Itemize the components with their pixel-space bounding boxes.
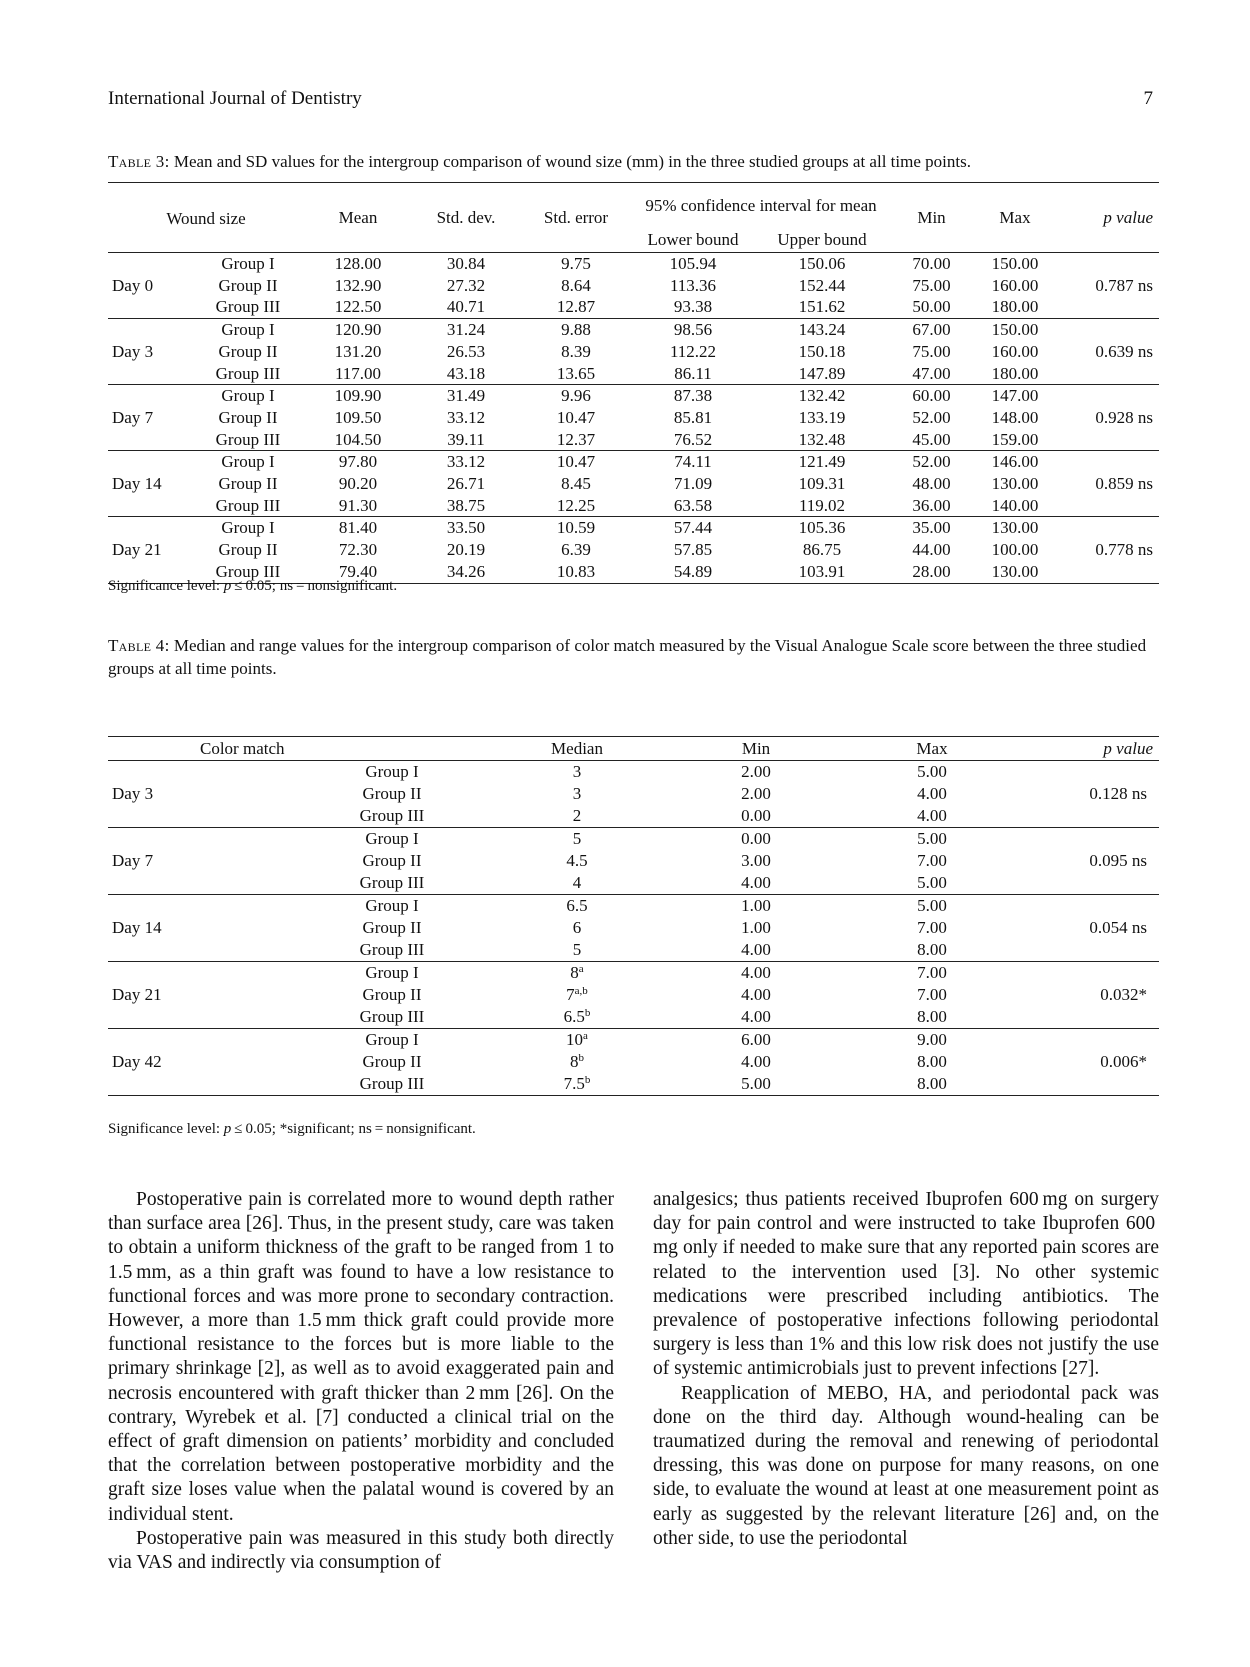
p-value: 0.054 ns [1089, 918, 1147, 937]
cell-max: 130.00 [991, 561, 1039, 581]
day-label: Day 14 [112, 918, 162, 937]
cell-lower: 57.44 [673, 518, 713, 538]
group-label: Group I [365, 963, 419, 982]
group-label: Group II [362, 784, 422, 803]
cell-min: 67.00 [912, 320, 951, 340]
group-label: Group III [215, 561, 281, 581]
group-label: Group III [215, 297, 281, 317]
cell-mean: 120.90 [334, 320, 382, 340]
cell-lower: 54.89 [673, 561, 713, 581]
cell-lower: 87.38 [673, 386, 713, 406]
cell-median [486, 1029, 668, 1052]
median-superscript: a,b [574, 985, 588, 997]
cell-min: 3.00 [741, 851, 771, 870]
group-label: Group II [362, 1052, 422, 1071]
cell-upper: 151.62 [798, 297, 846, 317]
table4-header-min: Min [741, 739, 771, 758]
cell-max: 150.00 [991, 320, 1039, 340]
cell-min: 4.00 [741, 963, 771, 982]
cell-min: 0.00 [741, 806, 771, 825]
table-row [108, 341, 1159, 363]
cell-se: 9.96 [561, 386, 591, 406]
cell-sd: 27.32 [446, 275, 486, 295]
group-label: Group I [365, 1030, 419, 1049]
table4-footnote: Significance level: p ≤ 0.05; *significant; ns = nonsignificant. [108, 1121, 476, 1137]
cell-max: 140.00 [991, 495, 1039, 515]
cell-median [486, 850, 668, 872]
cell-median [486, 872, 668, 895]
table4-header-rowhead: Color match [200, 739, 285, 758]
group-label: Group III [215, 495, 281, 515]
paragraph: Reapplication of MEBO, HA, and periodontal pack was done on the third day. Although wound-healing can be traumatized during the removal and renewing of periodontal dressing, this was done on purpose for many reasons, on one side, to evaluate the wound at least at one measurement point as early as suggested by the relevant literature [26] and, on the other side, to use the periodontal [653, 1382, 1159, 1549]
cell-median [486, 1051, 668, 1073]
group-label: Group III [359, 1007, 425, 1026]
cell-min: 0.00 [741, 829, 771, 848]
cell-min: 45.00 [912, 429, 951, 449]
cell-lower: 86.11 [674, 363, 712, 383]
cell-min: 36.00 [912, 495, 951, 515]
cell-min: 1.00 [741, 918, 771, 937]
table4-day-group [108, 828, 1159, 895]
cell-max: 5.00 [917, 762, 947, 781]
cell-upper: 143.24 [798, 320, 846, 340]
group-label: Group II [362, 985, 422, 1004]
table3-header-ci: 95% confidence interval for mean [645, 195, 877, 215]
cell-min: 60.00 [912, 386, 951, 406]
cell-min: 52.00 [912, 407, 951, 427]
cell-upper: 132.48 [798, 429, 846, 449]
median-superscript: b [584, 1007, 591, 1019]
p-value: 0.095 ns [1089, 851, 1147, 870]
table4-day-group [108, 962, 1159, 1029]
day-label: Day 14 [112, 474, 162, 494]
cell-se: 12.87 [556, 297, 596, 317]
median-value: 4.5 [566, 851, 588, 870]
group-label: Group III [359, 1074, 425, 1093]
cell-max: 150.00 [991, 254, 1039, 273]
day-label: Day 3 [112, 341, 154, 361]
median-superscript: a [578, 963, 584, 975]
cell-lower: 98.56 [673, 320, 713, 340]
table3-label: Table 3: [108, 152, 170, 171]
median-value: 3 [572, 784, 582, 803]
cell-se: 9.88 [561, 320, 591, 340]
cell-upper: 150.06 [798, 254, 846, 273]
table4-label: Table 4: [108, 636, 170, 655]
p-value: 0.787 ns [1095, 275, 1153, 295]
p-value: 0.006* [1100, 1052, 1147, 1071]
cell-min: 4.00 [741, 985, 771, 1004]
group-label: Group II [218, 407, 278, 427]
cell-se: 9.75 [561, 254, 591, 273]
median-value: 7 [566, 985, 575, 1004]
cell-median [486, 939, 668, 962]
cell-lower: 63.58 [673, 495, 713, 515]
page-number: 7 [1143, 88, 1153, 109]
table-row [108, 385, 1159, 407]
cell-max: 160.00 [991, 275, 1039, 295]
group-label: Group I [221, 254, 275, 273]
cell-max: 160.00 [991, 341, 1039, 361]
paragraph: Postoperative pain is correlated more to wound depth rather than surface area [26]. Thus, in the present study, care was taken to obtain a uniform thickness of the graft to be ranged from 1 to 1.5 mm, as a thin graft was found to have a low resistance to functional forces and was more prone to secondary contraction. However, a more than 1.5 mm thick graft could provide more functional resistance to the forces but is more liable to the primary shrinkage [2], as well as to avoid exaggerated pain and necrosis encountered with graft thicker than 2 mm [26]. On the contrary, Wyrebek et al. [7] conducted a clinical trial on the effect of graft dimension on patients’ morbidity and concluded that the correlation between postoperative morbidity and the graft size loses value when the palatal wound is covered by an individual stent. [108, 1189, 614, 1525]
cell-max: 8.00 [917, 1052, 947, 1071]
median-value: 8 [570, 1052, 579, 1071]
table4-day-group [108, 1029, 1159, 1096]
median-value: 6 [572, 918, 582, 937]
cell-max: 159.00 [991, 429, 1039, 449]
cell-mean: 117.00 [334, 363, 382, 383]
body-left-column [108, 1188, 614, 1575]
cell-upper: 133.19 [798, 407, 846, 427]
table3 [108, 182, 1159, 584]
day-label: Day 7 [112, 851, 154, 870]
cell-mean: 109.50 [334, 407, 382, 427]
median-value: 8 [570, 963, 579, 982]
table4-header-median: Median [551, 739, 603, 758]
table3-day-group [108, 319, 1159, 385]
group-label: Group II [218, 540, 278, 560]
cell-upper: 105.36 [798, 518, 846, 538]
cell-mean: 79.40 [338, 561, 378, 581]
cell-sd: 31.49 [446, 386, 486, 406]
cell-sd: 39.11 [447, 429, 485, 449]
cell-max: 5.00 [917, 829, 947, 848]
median-value: 6.5 [563, 1007, 585, 1026]
table-row [108, 962, 1159, 985]
table-row [108, 539, 1159, 561]
cell-lower: 105.94 [669, 254, 717, 273]
table-row [108, 363, 1159, 385]
p-value: 0.859 ns [1095, 474, 1153, 494]
group-label: Group III [359, 806, 425, 825]
cell-se: 10.83 [556, 561, 596, 581]
table3-caption-text: Mean and SD values for the intergroup comparison of wound size (mm) in the three studied groups at all time points. [173, 152, 971, 171]
table-row [108, 319, 1159, 341]
table3-day-group [108, 385, 1159, 451]
group-label: Group I [221, 320, 275, 340]
table-row [108, 451, 1159, 473]
cell-mean: 81.40 [338, 518, 378, 538]
cell-se: 8.64 [561, 275, 591, 295]
group-label: Group I [221, 452, 275, 472]
journal-name: International Journal of Dentistry [108, 88, 362, 109]
cell-upper: 121.49 [798, 452, 846, 472]
cell-min: 35.00 [912, 518, 951, 538]
cell-lower: 71.09 [673, 474, 713, 494]
cell-mean: 91.30 [338, 495, 378, 515]
group-label: Group II [362, 918, 422, 937]
cell-median [486, 783, 668, 805]
p-value: 0.928 ns [1095, 407, 1153, 427]
table-row [108, 407, 1159, 429]
day-label: Day 3 [112, 784, 154, 803]
cell-se: 12.37 [556, 429, 596, 449]
cell-max: 180.00 [991, 363, 1039, 383]
cell-max: 5.00 [917, 873, 947, 892]
table-row [108, 495, 1159, 517]
cell-lower: 74.11 [674, 452, 712, 472]
cell-min: 52.00 [912, 452, 951, 472]
table4-day-group [108, 895, 1159, 962]
paragraph: analgesics; thus patients received Ibuprofen 600 mg on surgery day for pain control and were instructed to take Ibuprofen 600 mg only if needed to make sure that any reported pain scores are related to the intervention used [3]. No other systemic medications were prescribed including antibiotics. The prevalence of postoperative infections following periodontal surgery is less than 1% and this low risk does not justify the use of systemic antimicrobials just to prevent infections [27]. [653, 1189, 1159, 1380]
cell-upper: 150.18 [798, 341, 846, 361]
day-label: Day 21 [112, 985, 162, 1004]
table3-header-mean: Mean [338, 207, 378, 227]
table3-header-max: Max [999, 207, 1031, 227]
cell-mean: 131.20 [334, 341, 382, 361]
cell-se: 10.59 [556, 518, 596, 538]
cell-mean: 128.00 [334, 254, 382, 273]
cell-sd: 30.84 [446, 254, 486, 273]
cell-mean: 97.80 [338, 452, 378, 472]
cell-upper: 103.91 [798, 561, 846, 581]
table-row [108, 473, 1159, 495]
median-superscript: b [578, 1052, 584, 1064]
group-label: Group III [359, 940, 425, 959]
cell-se: 13.65 [556, 363, 596, 383]
p-value: 0.639 ns [1095, 341, 1153, 361]
cell-mean: 132.90 [334, 275, 382, 295]
median-value: 6.5 [566, 896, 588, 915]
p-value: 0.128 ns [1089, 784, 1147, 803]
group-label: Group III [215, 429, 281, 449]
cell-sd: 33.12 [446, 407, 486, 427]
table3-header-se: Std. error [543, 207, 609, 227]
cell-sd: 33.50 [446, 518, 486, 538]
cell-max: 147.00 [991, 386, 1039, 406]
cell-min: 4.00 [741, 1007, 771, 1026]
cell-mean: 90.20 [338, 474, 378, 494]
group-label: Group I [221, 518, 275, 538]
cell-min: 70.00 [912, 254, 951, 273]
group-label: Group II [218, 341, 278, 361]
cell-median [486, 984, 668, 1006]
cell-max: 8.00 [917, 1007, 947, 1026]
cell-min: 47.00 [912, 363, 951, 383]
table3-caption [108, 150, 1158, 173]
p-value: 0.032* [1100, 985, 1147, 1004]
table4-header [108, 737, 1159, 761]
cell-min: 6.00 [741, 1030, 771, 1049]
cell-min: 4.00 [741, 940, 771, 959]
table3-day-group [108, 517, 1159, 583]
cell-upper: 86.75 [802, 540, 842, 560]
cell-max: 4.00 [917, 784, 947, 803]
group-label: Group I [365, 896, 419, 915]
table4-caption-text: Median and range values for the intergroup comparison of color match measured by the Visual Analogue Scale score between the three studied groups at all time points. [108, 636, 1147, 678]
cell-max: 146.00 [991, 452, 1039, 472]
cell-median [486, 1006, 668, 1029]
group-label: Group I [221, 386, 275, 406]
table3-header-p: p value [1103, 207, 1153, 227]
cell-upper: 152.44 [798, 275, 846, 295]
group-label: Group III [215, 363, 281, 383]
cell-lower: 57.85 [673, 540, 713, 560]
table-row [108, 253, 1159, 275]
median-value: 2 [572, 806, 582, 825]
table4-header-p: p value [1103, 739, 1153, 758]
table3-header-upper: Upper bound [777, 230, 867, 250]
day-label: Day 21 [112, 540, 162, 560]
day-label: Day 42 [112, 1052, 162, 1071]
cell-se: 10.47 [556, 452, 596, 472]
cell-max: 7.00 [917, 851, 947, 870]
cell-min: 50.00 [912, 297, 951, 317]
cell-min: 4.00 [741, 873, 771, 892]
table-row [108, 1029, 1159, 1052]
cell-upper: 132.42 [798, 386, 846, 406]
cell-se: 12.25 [556, 495, 596, 515]
cell-min: 44.00 [912, 540, 951, 560]
cell-max: 5.00 [917, 896, 947, 915]
table4-header-max: Max [916, 739, 948, 758]
group-label: Group I [365, 829, 419, 848]
table-row [108, 828, 1159, 851]
median-value: 10 [566, 1030, 584, 1049]
cell-median [486, 805, 668, 828]
paragraph: Postoperative pain was measured in this study both directly via VAS and indirectly via consumption of [108, 1527, 614, 1574]
cell-lower: 93.38 [673, 297, 713, 317]
cell-mean: 122.50 [334, 297, 382, 317]
cell-upper: 119.02 [798, 495, 846, 515]
median-value: 4 [572, 873, 582, 892]
table3-header-min: Min [917, 207, 946, 227]
cell-max: 148.00 [991, 407, 1039, 427]
cell-min: 75.00 [912, 275, 951, 295]
cell-max: 8.00 [917, 940, 947, 959]
cell-lower: 113.36 [669, 275, 717, 295]
table-row [108, 761, 1159, 784]
cell-sd: 20.19 [446, 540, 486, 560]
cell-max: 130.00 [991, 518, 1039, 538]
group-label: Group II [218, 275, 278, 295]
table4 [108, 736, 1159, 1096]
table-row [108, 517, 1159, 539]
group-label: Group II [362, 851, 422, 870]
cell-upper: 147.89 [798, 363, 846, 383]
cell-min: 2.00 [741, 762, 771, 781]
cell-max: 7.00 [917, 985, 947, 1004]
table3-footnote: Significance level: p ≤ 0.05; ns = nonsignificant. [108, 578, 398, 594]
table4-caption [108, 634, 1158, 680]
table-row [108, 275, 1159, 297]
cell-max: 4.00 [917, 806, 947, 825]
table-row [108, 895, 1159, 918]
cell-sd: 26.53 [446, 341, 486, 361]
median-value: 7.5 [563, 1074, 585, 1093]
cell-min: 48.00 [912, 474, 951, 494]
table3-header-rowhead: Wound size [166, 208, 246, 228]
cell-median [486, 917, 668, 939]
cell-median [486, 1073, 668, 1096]
cell-upper: 109.31 [798, 474, 846, 494]
table3-day-group [108, 253, 1159, 319]
body-right-column [653, 1188, 1159, 1551]
cell-lower: 76.52 [673, 429, 713, 449]
cell-lower: 112.22 [669, 341, 717, 361]
cell-max: 8.00 [917, 1074, 947, 1093]
day-label: Day 7 [112, 407, 154, 427]
median-value: 3 [572, 762, 582, 781]
cell-sd: 43.18 [446, 363, 486, 383]
cell-max: 7.00 [917, 918, 947, 937]
cell-lower: 85.81 [673, 407, 713, 427]
group-label: Group II [218, 474, 278, 494]
table4-day-group [108, 761, 1159, 828]
table-row [108, 429, 1159, 451]
cell-mean: 72.30 [338, 540, 378, 560]
table3-header-sd: Std. dev. [436, 207, 496, 227]
table3-header-lower: Lower bound [647, 230, 739, 250]
cell-min: 75.00 [912, 341, 951, 361]
table3-header [108, 183, 1159, 253]
cell-se: 8.39 [561, 341, 591, 361]
group-label: Group I [365, 762, 419, 781]
running-header [108, 88, 1153, 116]
cell-se: 6.39 [561, 540, 591, 560]
cell-sd: 38.75 [446, 495, 486, 515]
cell-sd: 26.71 [446, 474, 486, 494]
median-superscript: b [584, 1074, 591, 1086]
cell-max: 9.00 [917, 1030, 947, 1049]
cell-min: 28.00 [912, 561, 951, 581]
cell-mean: 109.90 [334, 386, 382, 406]
cell-mean: 104.50 [334, 429, 382, 449]
cell-se: 10.47 [556, 407, 596, 427]
cell-max: 130.00 [991, 474, 1039, 494]
cell-max: 100.00 [991, 540, 1039, 560]
cell-max: 180.00 [991, 297, 1039, 317]
cell-median [486, 761, 668, 784]
cell-min: 2.00 [741, 784, 771, 803]
cell-se: 8.45 [561, 474, 591, 494]
table-row [108, 296, 1159, 318]
cell-min: 4.00 [741, 1052, 771, 1071]
table3-day-group [108, 451, 1159, 517]
median-value: 5 [572, 940, 582, 959]
cell-max: 7.00 [917, 963, 947, 982]
p-value: 0.778 ns [1095, 540, 1153, 560]
cell-min: 5.00 [741, 1074, 771, 1093]
median-value: 5 [572, 829, 582, 848]
cell-median [486, 962, 668, 985]
cell-sd: 40.71 [446, 297, 486, 317]
cell-sd: 34.26 [446, 561, 486, 581]
group-label: Group III [359, 873, 425, 892]
cell-sd: 31.24 [446, 320, 486, 340]
cell-sd: 33.12 [446, 452, 486, 472]
cell-median [486, 828, 668, 851]
cell-median [486, 895, 668, 918]
median-superscript: a [583, 1030, 588, 1042]
day-label: Day 0 [112, 275, 154, 295]
cell-min: 1.00 [741, 896, 771, 915]
